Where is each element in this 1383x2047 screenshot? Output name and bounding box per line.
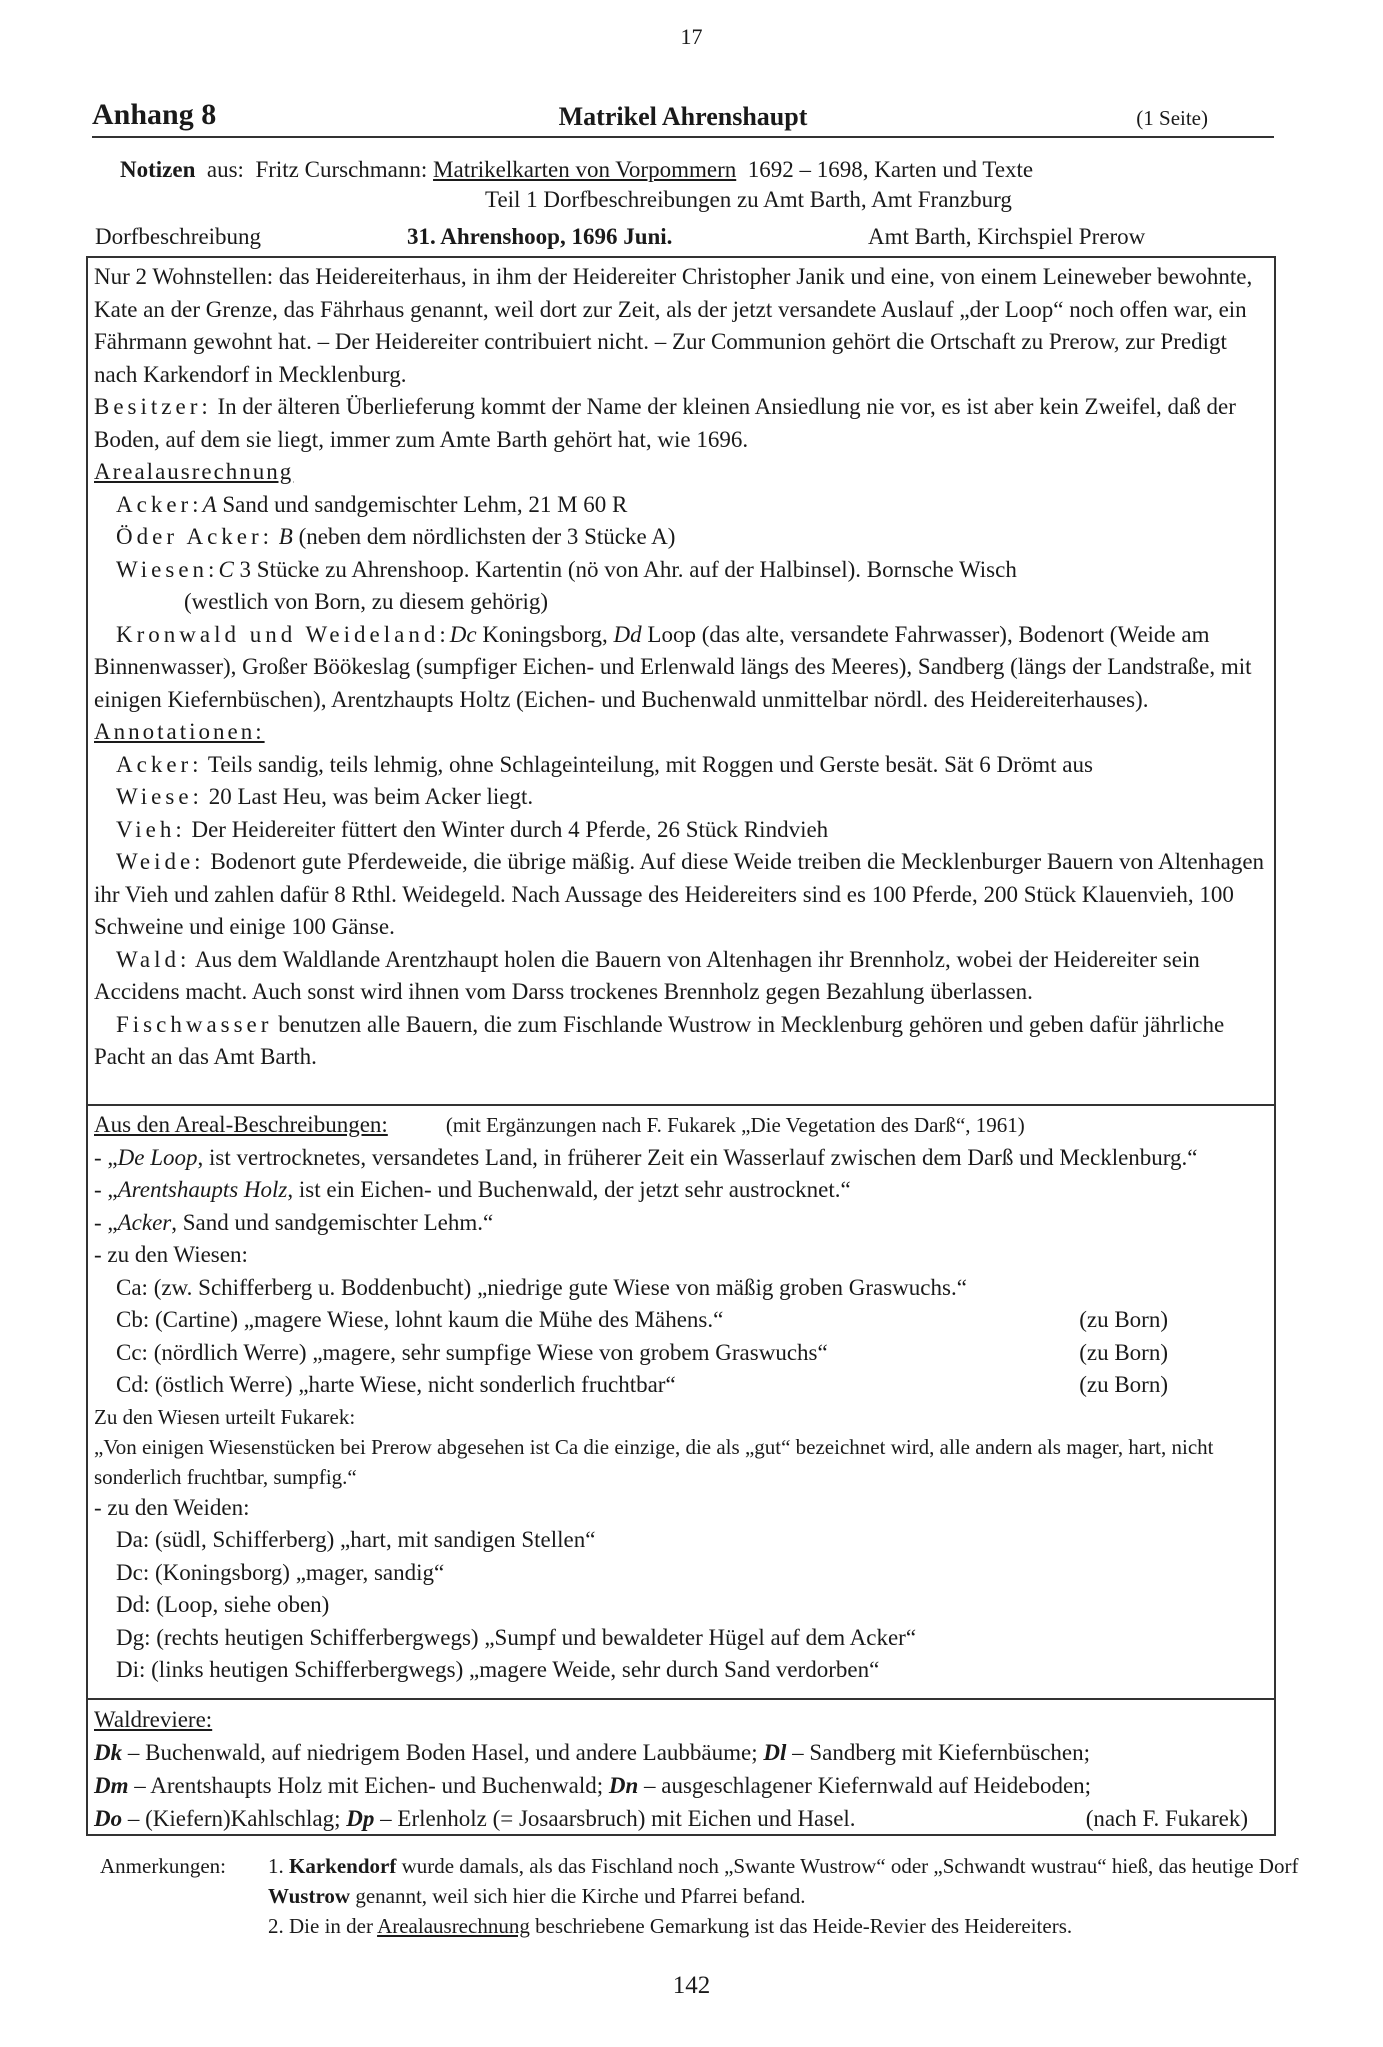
areal-descriptions-box xyxy=(86,1104,1276,1700)
fukarek-heading: Zu den Wiesen urteilt Fukarek: xyxy=(94,1404,356,1429)
weide-item: Dc: (Koningsborg) „mager, sandig“ xyxy=(116,1559,445,1585)
notes-label: Notizen xyxy=(120,157,196,182)
annotation-wiese xyxy=(94,781,1268,814)
arealausrechnung-heading: Arealausrechnung xyxy=(94,459,294,484)
anmerkungen-label: Anmerkungen: xyxy=(100,1854,226,1878)
item-text: , Sand und sandgemischter Lehm.“ xyxy=(171,1209,494,1235)
areal-descriptions-header xyxy=(94,1109,1268,1142)
annotation-label: Fischwasser xyxy=(116,1011,273,1037)
kronwald-text: Loop (das alte, versandete Fahrwasser), Bodenort (Weide am Binnenwasser), Großer Böökeslag (sumpfiger Eichen- und Erlenwald längs des Meeres), Sandberg (längs der Landstraße, mit einigen Kiefernbüschen), Arentzhaupts Holtz (Eichen- und Buchenwald unmittelbar nördl. des Heidereiterhauses). xyxy=(94,621,1252,712)
notes-line2: Teil 1 Dorfbeschreibungen zu Amt Barth, Amt Franzburg xyxy=(485,187,1012,212)
waldrevier-line xyxy=(94,1802,1268,1835)
notes-aus: aus: xyxy=(206,157,244,182)
revier-text: – Arentshaupts Holz mit Eichen- und Buchenwald; xyxy=(128,1773,609,1798)
kronwald-paragraph xyxy=(94,619,1268,717)
areal-oeder-acker xyxy=(94,521,1268,554)
areal-text: 3 Stücke zu Ahrenshoop. Kartentin (nö von Ahr. auf der Halbinsel). Bornsche Wisch xyxy=(233,556,1017,582)
weide-item: Da: (südl, Schifferberg) „hart, mit sandigen Stellen“ xyxy=(116,1527,596,1552)
weide-item: Di: (links heutigen Schifferbergwegs) „magere Weide, sehr durch Sand verdorben“ xyxy=(116,1657,880,1682)
areal-text: (neben dem nördlichsten der 3 Stücke A) xyxy=(292,524,676,549)
item-term: De Loop xyxy=(117,1144,198,1170)
waldreviere-source: (nach F. Fukarek) xyxy=(1085,1806,1248,1831)
appendix-label: Anhang 8 xyxy=(92,98,217,131)
areal-acker xyxy=(94,489,1268,522)
annotation-weide xyxy=(94,846,1268,944)
dorfbeschreibung-entry: 31. Ahrenshoop, 1696 Juni. xyxy=(407,224,673,249)
wiese-text: Cd: (östlich Werre) „harte Wiese, nicht sonderlich fruchtbar“ xyxy=(116,1372,676,1397)
page-header xyxy=(92,98,1274,138)
note-text: beschriebene Gemarkung ist das Heide-Revier des Heidereiters. xyxy=(529,1914,1073,1938)
areal-wiesen-cont: (westlich von Born, zu diesem gehörig) xyxy=(184,589,549,614)
annotationen-heading: Annotationen: xyxy=(94,719,265,744)
note-text: wurde damals, als das Fischland noch „Swante Wustrow“ oder „Schwandt wustrau“ hieß, das heutige Dorf xyxy=(396,1854,1299,1878)
wiese-item xyxy=(94,1337,1268,1370)
revier-code: Dn xyxy=(608,1773,639,1798)
wiese-item xyxy=(94,1369,1268,1402)
besitzer-paragraph xyxy=(94,391,1268,456)
revier-text: – Sandberg mit Kiefernbüschen; xyxy=(786,1740,1090,1765)
besitzer-text: In der älteren Überlieferung kommt der Name der kleinen Ansiedlung nie vor, es ist aber kein Zweifel, daß der Boden, auf dem sie liegt, immer zum Amte Barth gehört hat, wie 1696. xyxy=(94,394,1236,452)
waldrevier-line xyxy=(94,1736,1268,1769)
page-number-bottom: 142 xyxy=(672,1972,711,1999)
fukarek-quote: „Von einigen Wiesenstücken bei Prerow abgesehen ist Ca die einzige, die als „gut“ bezeichnet wird, alle andern als mager, hart, nicht sonderlich fruchtbar, sumpfig.“ xyxy=(94,1434,1214,1489)
areal-descriptions-source: (mit Ergänzungen nach F. Fukarek „Die Vegetation des Darß“, 1961) xyxy=(445,1113,1025,1137)
anmerkung-2 xyxy=(268,1911,1318,1941)
weiden-heading: - zu den Weiden: xyxy=(94,1494,250,1520)
wiese-text: Cb: (Cartine) „magere Wiese, lohnt kaum die Mühe des Mähens.“ xyxy=(116,1307,724,1332)
annotation-label: Wald: xyxy=(116,946,191,972)
areal-code: B xyxy=(273,524,293,549)
description-box xyxy=(86,256,1276,1106)
wiese-text: Ca: (zw. Schifferberg u. Boddenbucht) „niedrige gute Wiese von mäßig groben Graswuchs.“ xyxy=(116,1274,967,1300)
note-bold: Karkendorf xyxy=(289,1854,397,1878)
item-prefix: - „ xyxy=(94,1144,118,1170)
annotation-text: Teils sandig, teils lehmig, ohne Schlageinteilung, mit Roggen und Gerste besät. Sät 6 Drömt aus xyxy=(202,751,1093,777)
wiese-text: Cc: (nördlich Werre) „magere, sehr sumpfige Wiese von grobem Graswuchs“ xyxy=(116,1339,828,1365)
revier-text: – ausgeschlagener Kiefernwald auf Heideboden; xyxy=(638,1773,1092,1798)
notes-source-title: Matrikelkarten von Vorpommern xyxy=(433,157,737,182)
annotation-text: Aus dem Waldlande Arentzhaupt holen die Bauern von Altenhagen ihr Brennholz, wobei der Heidereiter sein Accidens macht. Auch sonst wird ihnen vom Darss trockenes Brennholz gegen Bezahlung überlassen. xyxy=(94,946,1200,1004)
revier-code: Dm xyxy=(94,1773,129,1798)
kronwald-code: Dd xyxy=(613,621,642,647)
revier-text: – (Kiefern)Kahlschlag; xyxy=(122,1806,347,1831)
wiese-item xyxy=(94,1304,1268,1337)
notes-author: Fritz Curschmann: xyxy=(255,157,428,182)
revier-text: – Buchenwald, auf niedrigem Boden Hasel, und andere Laubbäume; xyxy=(122,1740,764,1765)
annotation-fischwasser xyxy=(94,1009,1268,1074)
areal-item xyxy=(94,1174,1268,1207)
areal-item xyxy=(94,1207,1268,1240)
revier-code: Dp xyxy=(346,1806,375,1831)
waldreviere-box xyxy=(86,1698,1276,1836)
revier-text: – Erlenholz (= Josaarsbruch) mit Eichen und Hasel. xyxy=(374,1806,856,1831)
page-number-top: 17 xyxy=(680,24,703,49)
wiesen-heading: - zu den Wiesen: xyxy=(94,1242,248,1267)
annotation-label: Weide: xyxy=(116,849,205,874)
areal-wiesen xyxy=(94,554,1268,587)
annotation-text: benutzen alle Bauern, die zum Fischlande Wustrow in Mecklenburg gehören und geben dafür jährliche Pacht an das Amt Barth. xyxy=(94,1011,1225,1069)
annotation-text: Bodenort gute Pferdeweide, die übrige mäßig. Auf diese Weide treiben die Mecklenburger Bauern von Altenhagen ihr Vieh und zahlen dafür 8 Rthl. Weidegeld. Nach Aussage des Heidereiters sind es 100 Pferde, 200 Stück Klauenvieh, 100 Schweine und einige 100 Gänse. xyxy=(94,849,1265,939)
annotation-wald xyxy=(94,944,1268,1009)
item-term: Arentshaupts Holz xyxy=(117,1177,288,1202)
item-text: , ist ein Eichen- und Buchenwald, der jetzt sehr austrocknet.“ xyxy=(287,1177,851,1202)
revier-code: Dl xyxy=(763,1740,787,1765)
note-number: 1. xyxy=(268,1854,289,1878)
weide-item: Dg: (rechts heutigen Schifferbergwegs) „Sumpf und bewaldeter Hügel auf dem Acker“ xyxy=(116,1624,917,1650)
kronwald-text: Koningsborg, xyxy=(476,621,614,647)
annotation-text: 20 Last Heu, was beim Acker liegt. xyxy=(202,784,534,809)
intro-paragraph: Nur 2 Wohnstellen: das Heidereiterhaus, in ihm der Heidereiter Christopher Janik und eine, von einem Leineweber bewohnte, Kate an der Grenze, das Fährhaus genannt, weil dort zur Zeit, als der jetzt versandete Auslauf „der Loop“ noch offen war, ein Fährmann gewohnt hat. – Der Heidereiter contribuiert nicht. – Zur Communion gehört die Ortschaft zu Prerow, zur Predigt nach Karkendorf in Mecklenburg. xyxy=(94,264,1253,387)
areal-text: Sand und sandgemischter Lehm, 21 M 60 R xyxy=(216,491,628,517)
annotation-label: Acker: xyxy=(116,751,203,777)
item-term: Acker xyxy=(117,1209,172,1235)
waldrevier-line xyxy=(94,1769,1268,1802)
areal-label: Öder Acker: xyxy=(116,524,274,549)
anmerkung-1 xyxy=(268,1851,1318,1911)
waldreviere-heading: Waldreviere: xyxy=(94,1707,213,1732)
dorfbeschreibung-amt: Amt Barth, Kirchspiel Prerow xyxy=(868,224,1146,249)
anmerkungen-body xyxy=(268,1851,1318,1941)
dorfbeschreibung-label: Dorfbeschreibung xyxy=(95,224,262,249)
item-prefix: - „ xyxy=(94,1209,118,1235)
annotation-vieh xyxy=(94,814,1268,847)
annotation-label: Vieh: xyxy=(116,816,186,842)
weide-item: Dd: (Loop, siehe oben) xyxy=(116,1592,330,1617)
note-underlined: Arealausrechnung xyxy=(377,1914,530,1938)
source-notes xyxy=(120,155,1033,215)
areal-label: Acker: xyxy=(116,491,203,517)
areal-code: A xyxy=(202,491,217,517)
areal-code: C xyxy=(218,556,234,582)
revier-code: Dk xyxy=(94,1740,123,1765)
areal-label: Wiesen: xyxy=(116,556,219,582)
annotation-acker xyxy=(94,749,1268,782)
annotation-text: Der Heidereiter füttert den Winter durch 4 Pferde, 26 Stück Rindvieh xyxy=(185,816,829,842)
note-text: 2. Die in der xyxy=(268,1914,378,1938)
kronwald-code: Dc xyxy=(449,621,477,647)
areal-descriptions-heading: Aus den Areal-Beschreibungen: xyxy=(94,1112,388,1137)
kronwald-label: Kronwald und Weideland: xyxy=(116,621,450,647)
revier-code: Do xyxy=(94,1806,123,1831)
wiese-item xyxy=(94,1272,1268,1305)
item-prefix: - „ xyxy=(94,1177,118,1202)
page-count: (1 Seite) xyxy=(1136,106,1208,130)
item-text: , ist vertrocknetes, versandetes Land, in früherer Zeit ein Wasserlauf zwischen dem Darß und Mecklenburg.“ xyxy=(197,1144,1198,1170)
notes-source-rest: 1692 – 1698, Karten und Texte xyxy=(747,157,1034,182)
areal-item xyxy=(94,1142,1268,1175)
wiese-tag: (zu Born) xyxy=(1079,1339,1168,1365)
annotation-label: Wiese: xyxy=(116,784,203,809)
wiese-tag: (zu Born) xyxy=(1079,1372,1168,1397)
note-text: genannt, weil sich hier die Kirche und Pfarrei befand. xyxy=(350,1884,806,1908)
note-bold: Wustrow xyxy=(268,1884,351,1908)
document-title: Matrikel Ahrenshaupt xyxy=(558,102,808,131)
wiese-tag: (zu Born) xyxy=(1079,1307,1168,1332)
besitzer-label: Besitzer: xyxy=(94,394,212,419)
